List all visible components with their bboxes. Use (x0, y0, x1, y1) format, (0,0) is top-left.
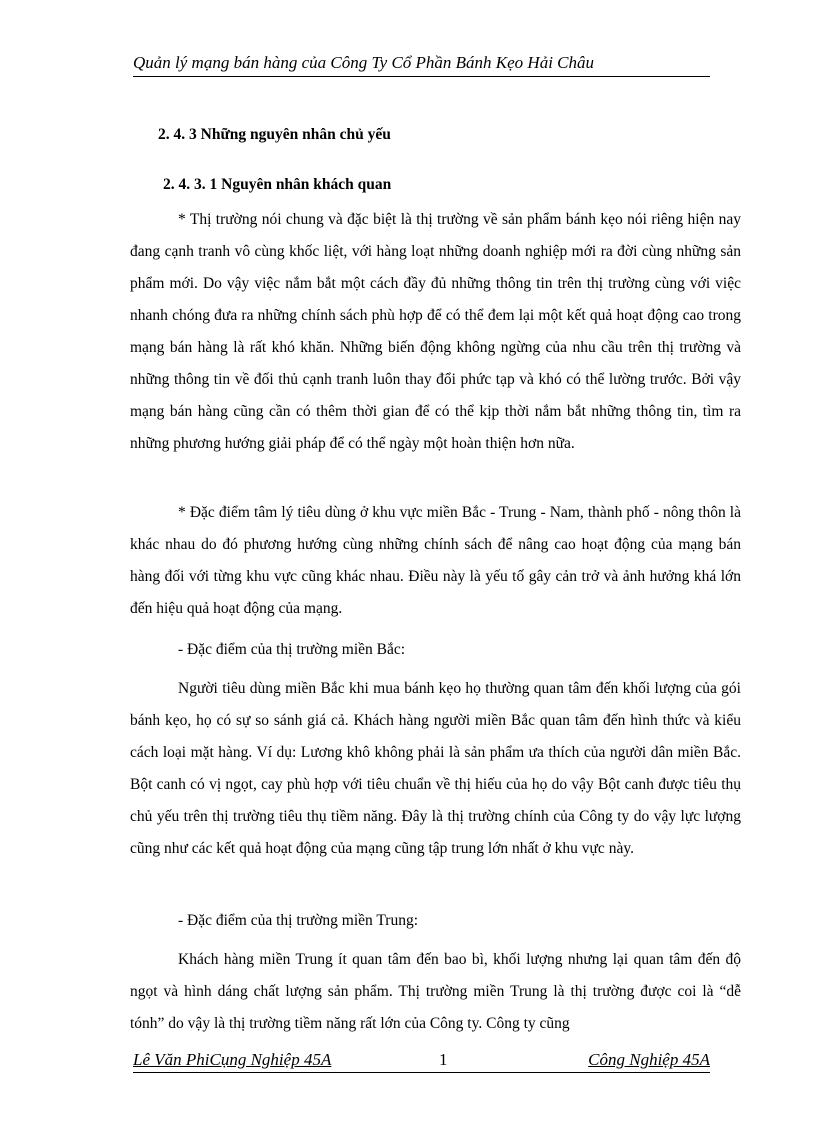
paragraph-consumer-psychology: * Đặc điểm tâm lý tiêu dùng ở khu vực miền Bắc - Trung - Nam, thành phố - nông thôn là khác nhau do đó phương hướng cùng những chính sách để nâng cao hoạt động của mạng bán hàng đối với từng khu vực cũng khác nhau. Điều này là yếu tố gây cản trở và ảnh hưởng khá lớn đến hiệu quả hoạt động của mạng. (130, 504, 741, 617)
page-header: Quản lý mạng bán hàng của Công Ty Cổ Phần Bánh Kẹo Hải Châu (133, 52, 710, 77)
footer-author: Lê Văn PhiCụng Nghiệp 45A (133, 1050, 332, 1069)
footer-class: Công Nghiệp 45A (588, 1050, 710, 1069)
paragraph-central-market: Khách hàng miền Trung ít quan tâm đến bao bì, khối lượng nhưng lại quan tâm đến độ ngọt và hình dáng chất lượng sản phẩm. Thị trường miền Trung là thị trường được coi là “dễ tónh” do vậy là thị trường tiềm năng rất lớn của Công ty. Công ty cũng (130, 951, 741, 1032)
north-market-label: - Đặc điểm của thị trường miền Bắc: (178, 641, 406, 658)
page-footer (133, 1050, 710, 1073)
paragraph-north-market: Người tiêu dùng miền Bắc khi mua bánh kẹo họ thường quan tâm đến khối lượng của gói bánh kẹo, họ có sự so sánh giá cả. Khách hàng người miền Bắc quan tâm đến hình thức và kiểu cách loại mặt hàng. Ví dụ: Lương khô không phải là sản phẩm ưa thích của người dân miền Bắc. Bột canh có vị ngọt, cay phù hợp với tiêu chuẩn về thị hiếu của họ do vậy Bột canh được tiêu thụ chủ yếu trên thị trường tiêu thụ tiềm năng. Đây là thị trường chính của Công ty do vậy lực lượng cũng như các kết quả hoạt động của mạng cũng tập trung lớn nhất ở khu vực này. (130, 680, 741, 857)
section-heading: 2. 4. 3 Những nguyên nhân chủ yếu (158, 126, 391, 143)
page-number: 1 (439, 1050, 448, 1069)
central-market-label: - Đặc điểm của thị trường miền Trung: (178, 912, 419, 929)
subsection-heading: 2. 4. 3. 1 Nguyên nhân khách quan (163, 176, 392, 193)
paragraph-market-competition: * Thị trường nói chung và đặc biệt là thị trường về sản phẩm bánh kẹo nói riêng hiện nay đang cạnh tranh vô cùng khốc liệt, với hàng loạt những doanh nghiệp mới ra đời cùng những sản phẩm mới. Do vậy việc nắm bắt một cách đầy đủ những thông tin trên thị trường cùng với việc nhanh chóng đưa ra những chính sách phù hợp để có thể đem lại một kết quả hoạt động cao trong mạng bán hàng là rất khó khăn. Những biến động không ngừng của nhu cầu trên thị trường và những thông tin về đối thủ cạnh tranh luôn thay đổi phức tạp và khó có thể lường trước. Bởi vậy mạng bán hàng cũng cần có thêm thời gian để có thể kịp thời nắm bắt những thông tin, tìm ra những phương hướng giải pháp để có thể ngày một hoàn thiện hơn nữa. (130, 211, 741, 452)
